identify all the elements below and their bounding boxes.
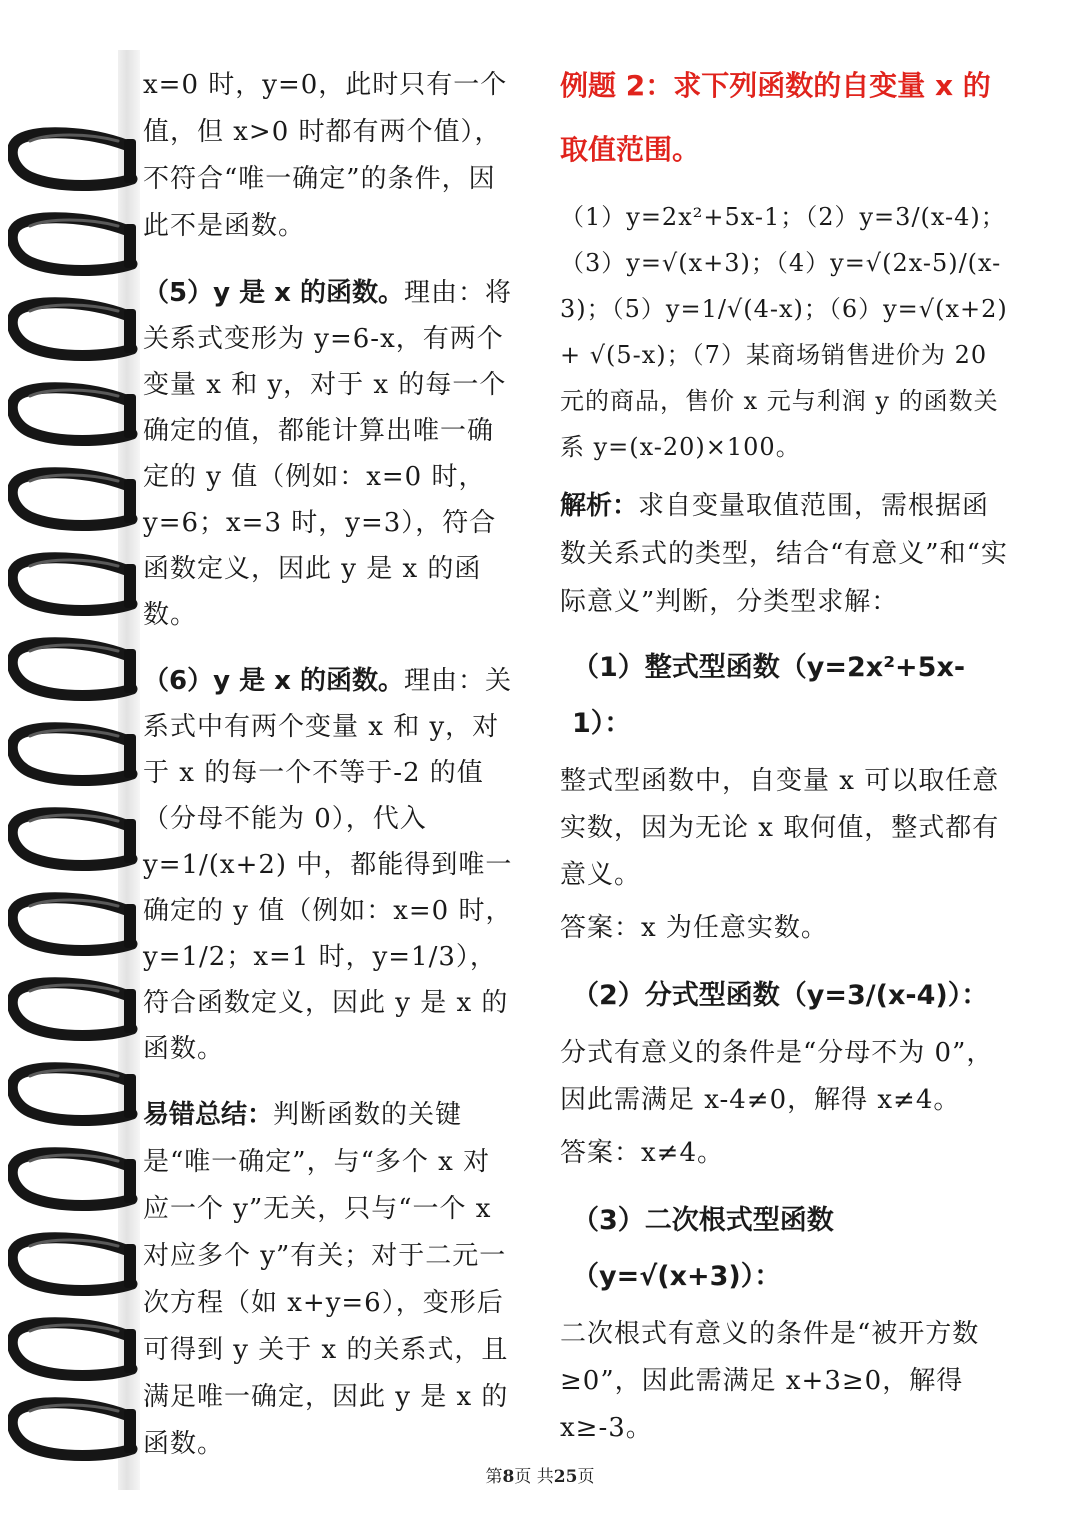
- item-6-heading: （6）y 是 x 的函数。: [143, 666, 404, 696]
- item-6-body: 理由：关系式中有两个变量 x 和 y，对于 x 的每一个不等于-2 的值（分母不能为 0），代入 y=1/(x+2) 中，都能得到唯一确定的 y 值（例如：x=0 时，y=1/2；x=1 时，y=1/3），符合函数定义，因此 y 是 x 的函数。: [143, 666, 513, 1064]
- section-1-title: （1）整式型函数（y=2x²+5x-1）：: [572, 652, 966, 739]
- analysis-body: 求自变量取值范围，需根据函数关系式的类型，结合“有意义”和“实际意义”判断，分类型求解：: [560, 491, 1008, 617]
- left-column: [143, 62, 515, 1468]
- section-2-body: 分式有意义的条件是“分母不为 0”，因此需满足 x-4≠0，解得 x≠4。: [560, 1038, 994, 1115]
- binding-ring: [8, 465, 138, 537]
- error-summary-heading: 易错总结：: [143, 1100, 274, 1130]
- footer-middle: 页 共: [514, 1467, 554, 1487]
- left-paragraph-1: x=0 时，y=0，此时只有一个值，但 x>0 时都有两个值），不符合“唯一确定”的条件，因此不是函数。: [143, 70, 508, 241]
- footer-total-pages: 25: [553, 1467, 578, 1487]
- example-2-question: （1）y=2x²+5x-1；（2）y=3/(x-4)；（3）y=√(x+3)；（4）y=√(2x-5)/(x-3)；（5）y=1/√(4-x)；（6）y=√(x+2) + √(5-x)；（7）某商场销售进价为 20 元的商品，售价 x 元与利润 y 的函数关系 y=(x-20)×100。: [560, 203, 1008, 461]
- example-2-title: 例题 2：求下列函数的自变量 x 的取值范围。: [560, 69, 991, 166]
- binding-ring: [8, 975, 138, 1047]
- spiral-binding: [0, 0, 140, 1528]
- binding-ring: [8, 295, 138, 367]
- binding-ring: [8, 890, 138, 962]
- binding-ring: [8, 210, 138, 282]
- item-5-body: 理由：将关系式变形为 y=6-x，有两个变量 x 和 y，对于 x 的每一个确定的值，都能计算出唯一确定的 y 值（例如：x=0 时，y=6；x=3 时，y=3），符合函数定义，因此 y 是 x 的函数。: [143, 278, 512, 630]
- binding-ring: [8, 635, 138, 707]
- left-paragraph-3: [143, 658, 515, 1072]
- section-2-title: （2）分式型函数（y=3/(x-4)）：: [572, 980, 989, 1011]
- left-paragraph-2: [143, 270, 515, 638]
- section-2-answer: 答案：x≠4。: [560, 1138, 724, 1168]
- section-1-answer: 答案：x 为任意实数。: [560, 913, 828, 943]
- binding-ring: [8, 1395, 138, 1467]
- error-summary-body: 判断函数的关键是“唯一确定”，与“多个 x 对应一个 y”无关，只与“一个 x 对应多个 y”有关；对于二元一次方程（如 x+y=6），变形后可得到 y 关于 x 的关系式，且满足唯一确定，因此 y 是 x 的函数。: [143, 1100, 509, 1459]
- page-footer: [0, 1462, 1080, 1487]
- section-1-body: 整式型函数中，自变量 x 可以取任意实数，因为无论 x 取何值，整式都有意义。: [560, 766, 1000, 890]
- binding-ring: [8, 1145, 138, 1217]
- binding-ring: [8, 125, 138, 197]
- binding-ring: [8, 805, 138, 877]
- binding-ring: [8, 1060, 138, 1132]
- binding-ring: [8, 550, 138, 622]
- binding-ring: [8, 380, 138, 452]
- section-3-body: 二次根式有意义的条件是“被开方数≥0”，因此需满足 x+3≥0，解得 x≥-3。: [560, 1319, 980, 1443]
- binding-ring: [8, 720, 138, 792]
- binding-ring: [8, 1230, 138, 1302]
- item-5-heading: （5）y 是 x 的函数。: [143, 278, 404, 308]
- footer-prefix: 第: [485, 1467, 503, 1487]
- binding-ring: [8, 1315, 138, 1387]
- analysis: [560, 482, 1010, 626]
- footer-suffix: 页: [577, 1467, 595, 1487]
- right-column: [560, 62, 1010, 1452]
- footer-page-number: 8: [502, 1467, 515, 1487]
- section-3-title: （3）二次根式型函数（y=√(x+3)）：: [572, 1205, 834, 1292]
- error-summary: [143, 1092, 515, 1468]
- analysis-heading: 解析：: [560, 491, 639, 521]
